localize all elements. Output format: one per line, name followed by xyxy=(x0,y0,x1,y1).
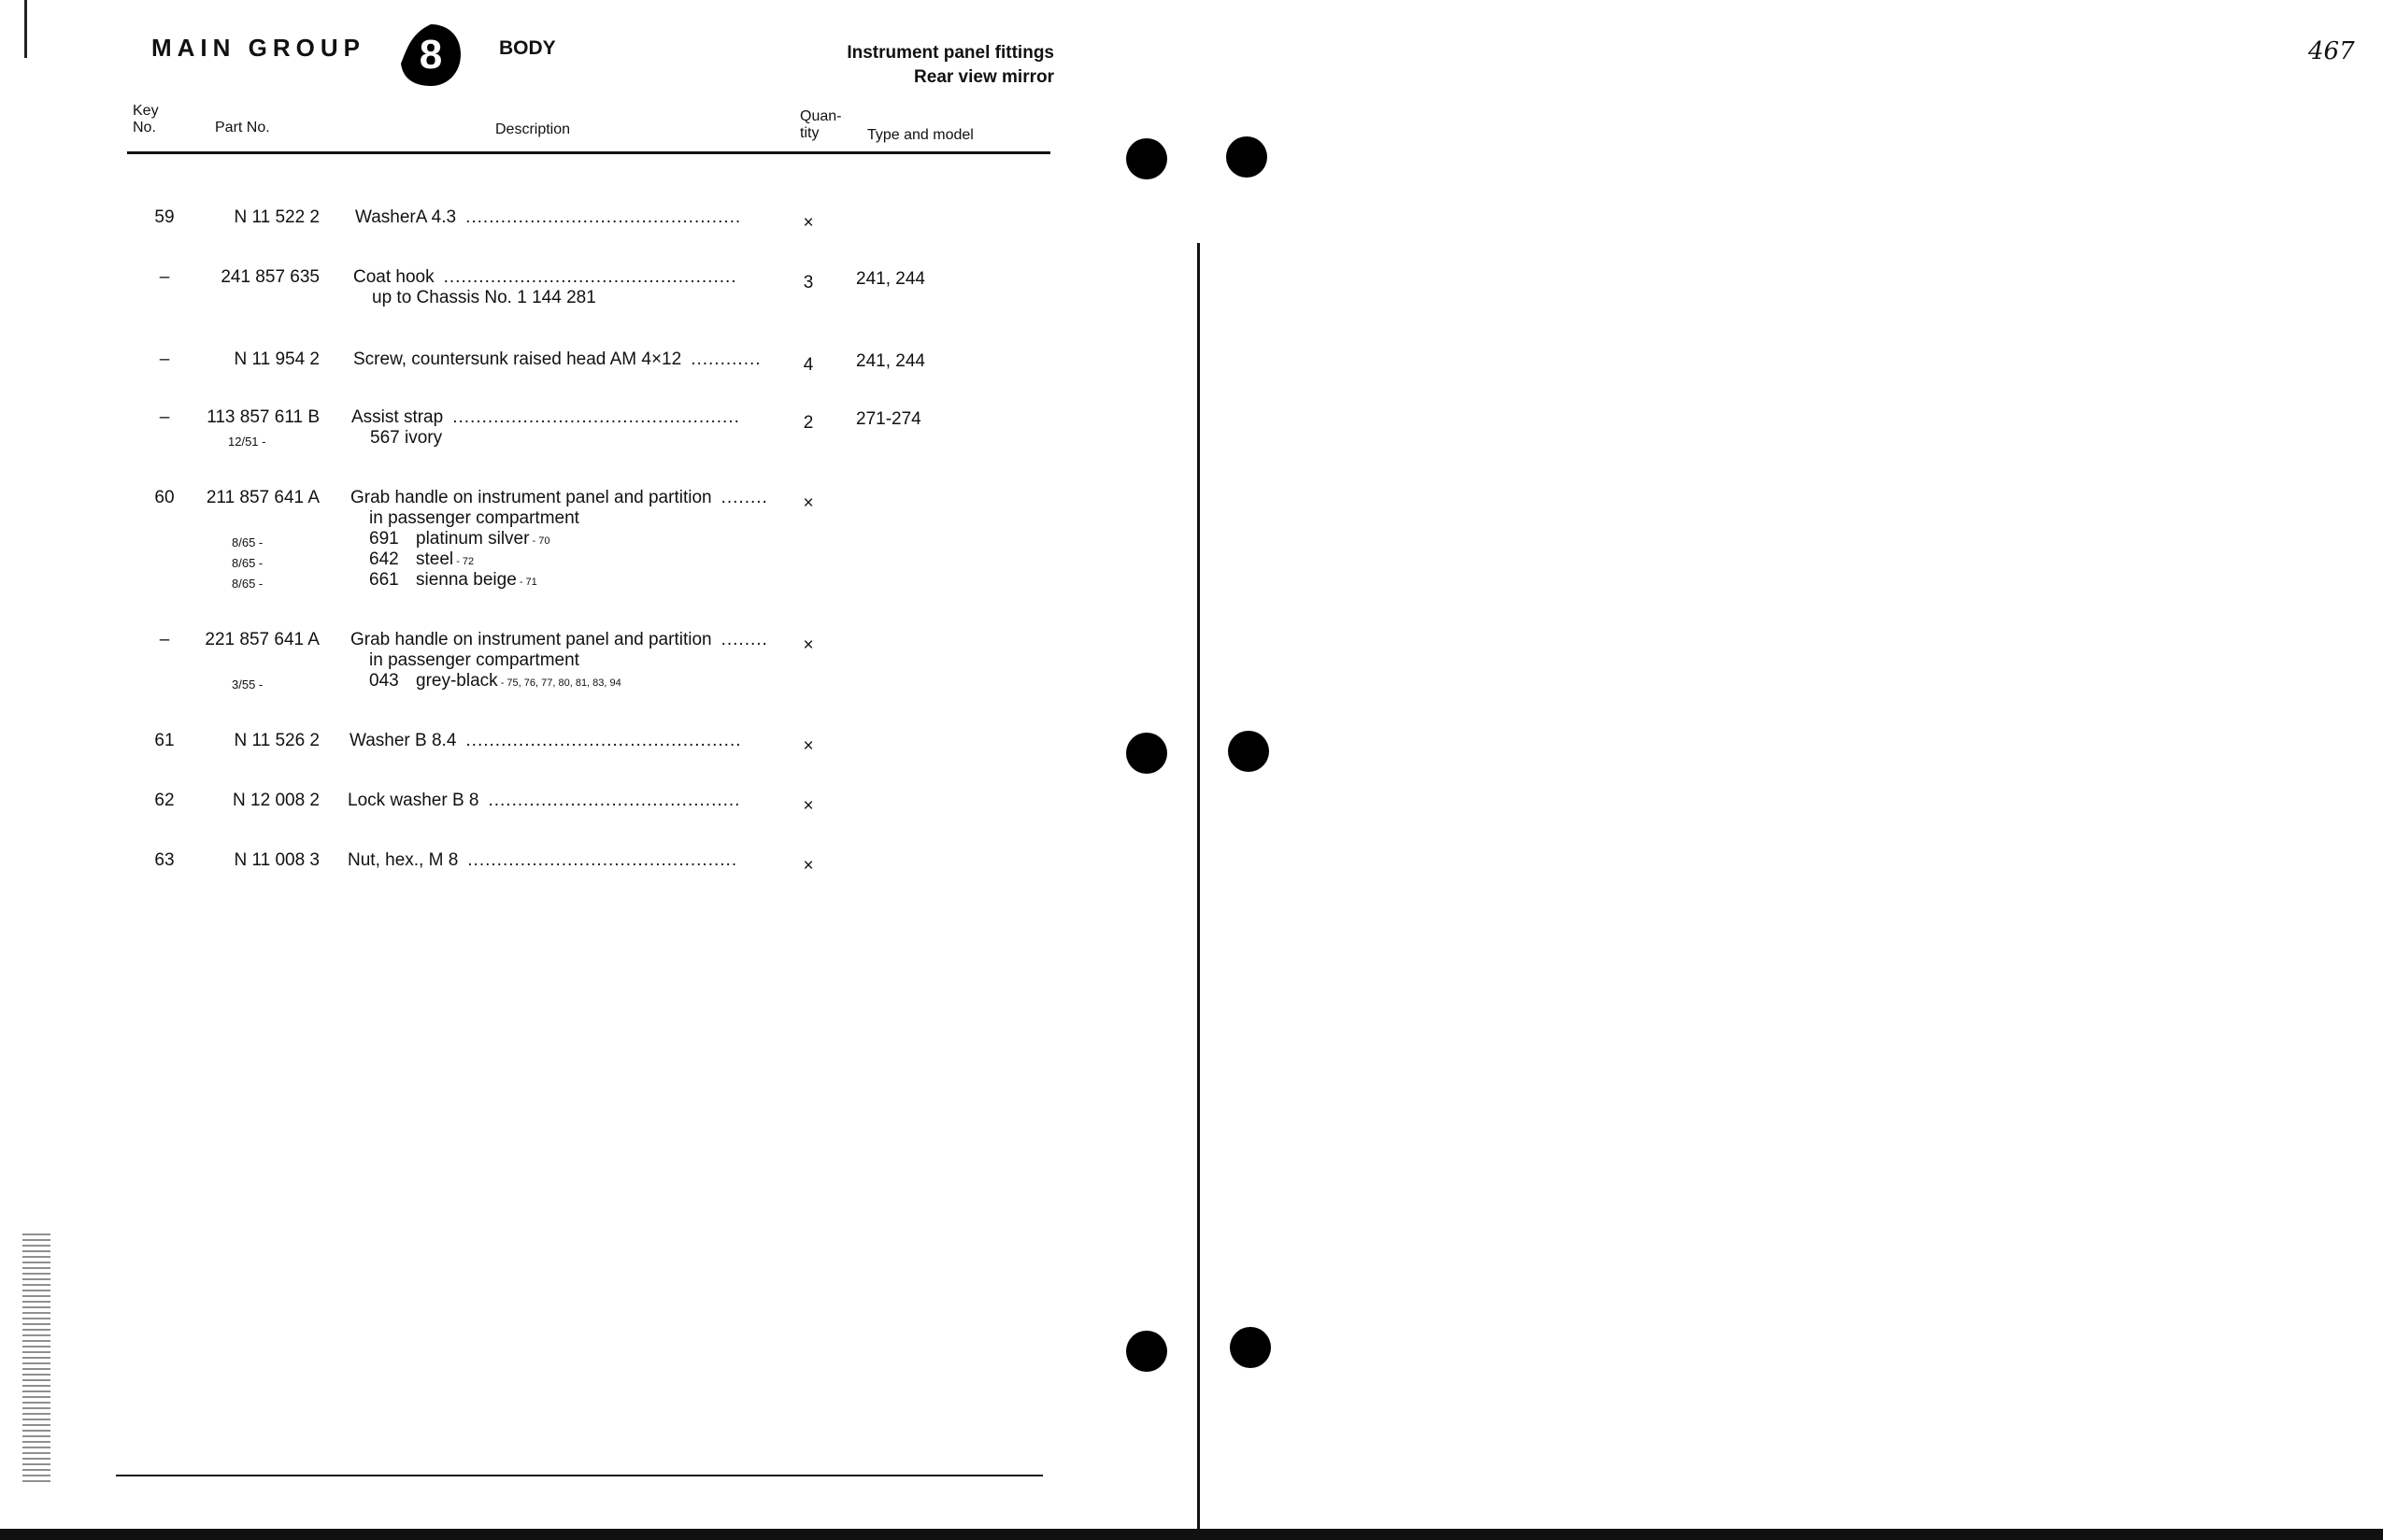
colour-variant xyxy=(369,549,474,572)
colour-variant: 567 ivory xyxy=(370,428,443,448)
model-years: - 72 xyxy=(453,556,475,567)
revision-date: 3/55 - xyxy=(232,677,264,692)
part-number: N 12 008 2 xyxy=(233,791,320,810)
part-number: N 11 008 3 xyxy=(234,850,320,870)
punch-hole-icon xyxy=(1228,731,1269,772)
part-number: 113 857 611 B xyxy=(207,407,320,427)
colour-variant xyxy=(369,529,549,551)
dotted-leader: ............................................... xyxy=(465,731,742,750)
revision-date: 8/65 - xyxy=(232,535,264,549)
part-note: up to Chassis No. 1 144 281 xyxy=(372,288,596,307)
group-name: BODY xyxy=(499,37,556,59)
punch-hole-icon xyxy=(1126,138,1167,179)
revision-date: 8/65 - xyxy=(232,577,264,591)
part-note: in passenger compartment xyxy=(369,650,579,670)
main-group-label: MAIN GROUP xyxy=(151,34,365,62)
colour-code: 043 xyxy=(369,671,399,691)
punch-hole-icon xyxy=(1126,1331,1167,1372)
part-description: Grab handle on instrument panel and partition xyxy=(350,630,712,649)
colour-name: platinum silver xyxy=(416,529,530,549)
quantity: × xyxy=(803,796,814,816)
part-description: Assist strap xyxy=(351,407,444,427)
quantity: × xyxy=(803,493,814,513)
dotted-leader: ............................................... xyxy=(465,207,742,227)
part-number: N 11 526 2 xyxy=(234,731,320,750)
part-description: WasherA 4.3 xyxy=(355,207,457,227)
footer-rule xyxy=(116,1475,1043,1476)
revision-date: 12/51 - xyxy=(228,435,266,449)
part-number: 221 857 641 A xyxy=(205,630,320,649)
key-number: 60 xyxy=(154,488,175,507)
colour-name: grey-black xyxy=(416,671,498,691)
quantity: × xyxy=(803,736,814,756)
quantity: 3 xyxy=(803,273,814,292)
page-fold-line xyxy=(1197,243,1200,1540)
model-years: - 75, 76, 77, 80, 81, 83, 94 xyxy=(497,677,621,689)
type-model: 271-274 xyxy=(856,409,921,429)
col-key-no: Key No. xyxy=(133,103,159,135)
quantity: × xyxy=(803,856,814,876)
dotted-leader: .................................................. xyxy=(443,267,737,287)
col-part-no: Part No. xyxy=(215,120,270,135)
colour-variant xyxy=(369,671,621,693)
revision-date: 8/65 - xyxy=(232,556,264,570)
section-title-primary: Instrument panel fittings xyxy=(847,43,1054,63)
punch-hole-icon xyxy=(1126,733,1167,774)
punch-hole-icon xyxy=(1226,136,1267,178)
col-description: Description xyxy=(495,121,571,137)
dotted-leader: ........ xyxy=(721,488,768,507)
colour-code: 691 xyxy=(369,529,399,549)
dotted-leader: ................................................. xyxy=(452,407,740,427)
dotted-leader: ........ xyxy=(721,630,768,649)
punch-hole-icon xyxy=(1230,1327,1271,1368)
col-quantity: Quan- tity xyxy=(800,108,842,141)
part-number: N 11 954 2 xyxy=(234,349,320,369)
scan-bottom-edge xyxy=(0,1529,2383,1540)
key-number: – xyxy=(159,349,170,369)
part-number: 211 857 641 A xyxy=(206,488,320,507)
key-number: 59 xyxy=(154,207,175,227)
part-description: Washer B 8.4 xyxy=(350,731,457,750)
key-number: – xyxy=(159,267,170,287)
quantity: × xyxy=(803,213,814,233)
key-number: 62 xyxy=(154,791,175,810)
colour-code: 661 xyxy=(369,570,399,590)
key-number: – xyxy=(159,630,170,649)
dotted-leader: ............ xyxy=(691,349,762,369)
col-type-model: Type and model xyxy=(867,127,974,143)
scan-edge-mark xyxy=(24,0,27,58)
quantity: × xyxy=(803,635,814,655)
part-description: Screw, countersunk raised head AM 4×12 xyxy=(353,349,682,369)
part-note: in passenger compartment xyxy=(369,508,579,528)
page-number: 467 xyxy=(2308,37,2355,65)
key-number: – xyxy=(159,407,170,427)
dotted-leader: ........................................... xyxy=(488,791,741,810)
part-description: Grab handle on instrument panel and partition xyxy=(350,488,712,507)
group-number: 8 xyxy=(419,32,443,78)
colour-name: steel xyxy=(416,549,454,569)
part-number: 241 857 635 xyxy=(221,267,320,287)
quantity: 2 xyxy=(803,413,814,433)
type-model: 241, 244 xyxy=(856,269,925,289)
dotted-leader: .............................................. xyxy=(467,850,738,870)
part-description: Coat hook xyxy=(353,267,435,287)
colour-variant xyxy=(369,570,537,592)
section-title-secondary: Rear view mirror xyxy=(914,67,1054,87)
scan-noise xyxy=(22,1233,50,1486)
model-years: - 71 xyxy=(516,577,537,588)
type-model: 241, 244 xyxy=(856,351,925,371)
colour-code: 642 xyxy=(369,549,399,569)
part-number: N 11 522 2 xyxy=(234,207,320,227)
header-rule xyxy=(127,151,1050,154)
colour-name: sienna beige xyxy=(416,570,517,590)
key-number: 61 xyxy=(154,731,175,750)
part-description: Lock washer B 8 xyxy=(348,791,479,810)
model-years: - 70 xyxy=(529,535,550,547)
key-number: 63 xyxy=(154,850,175,870)
quantity: 4 xyxy=(803,355,814,375)
part-description: Nut, hex., M 8 xyxy=(348,850,459,870)
